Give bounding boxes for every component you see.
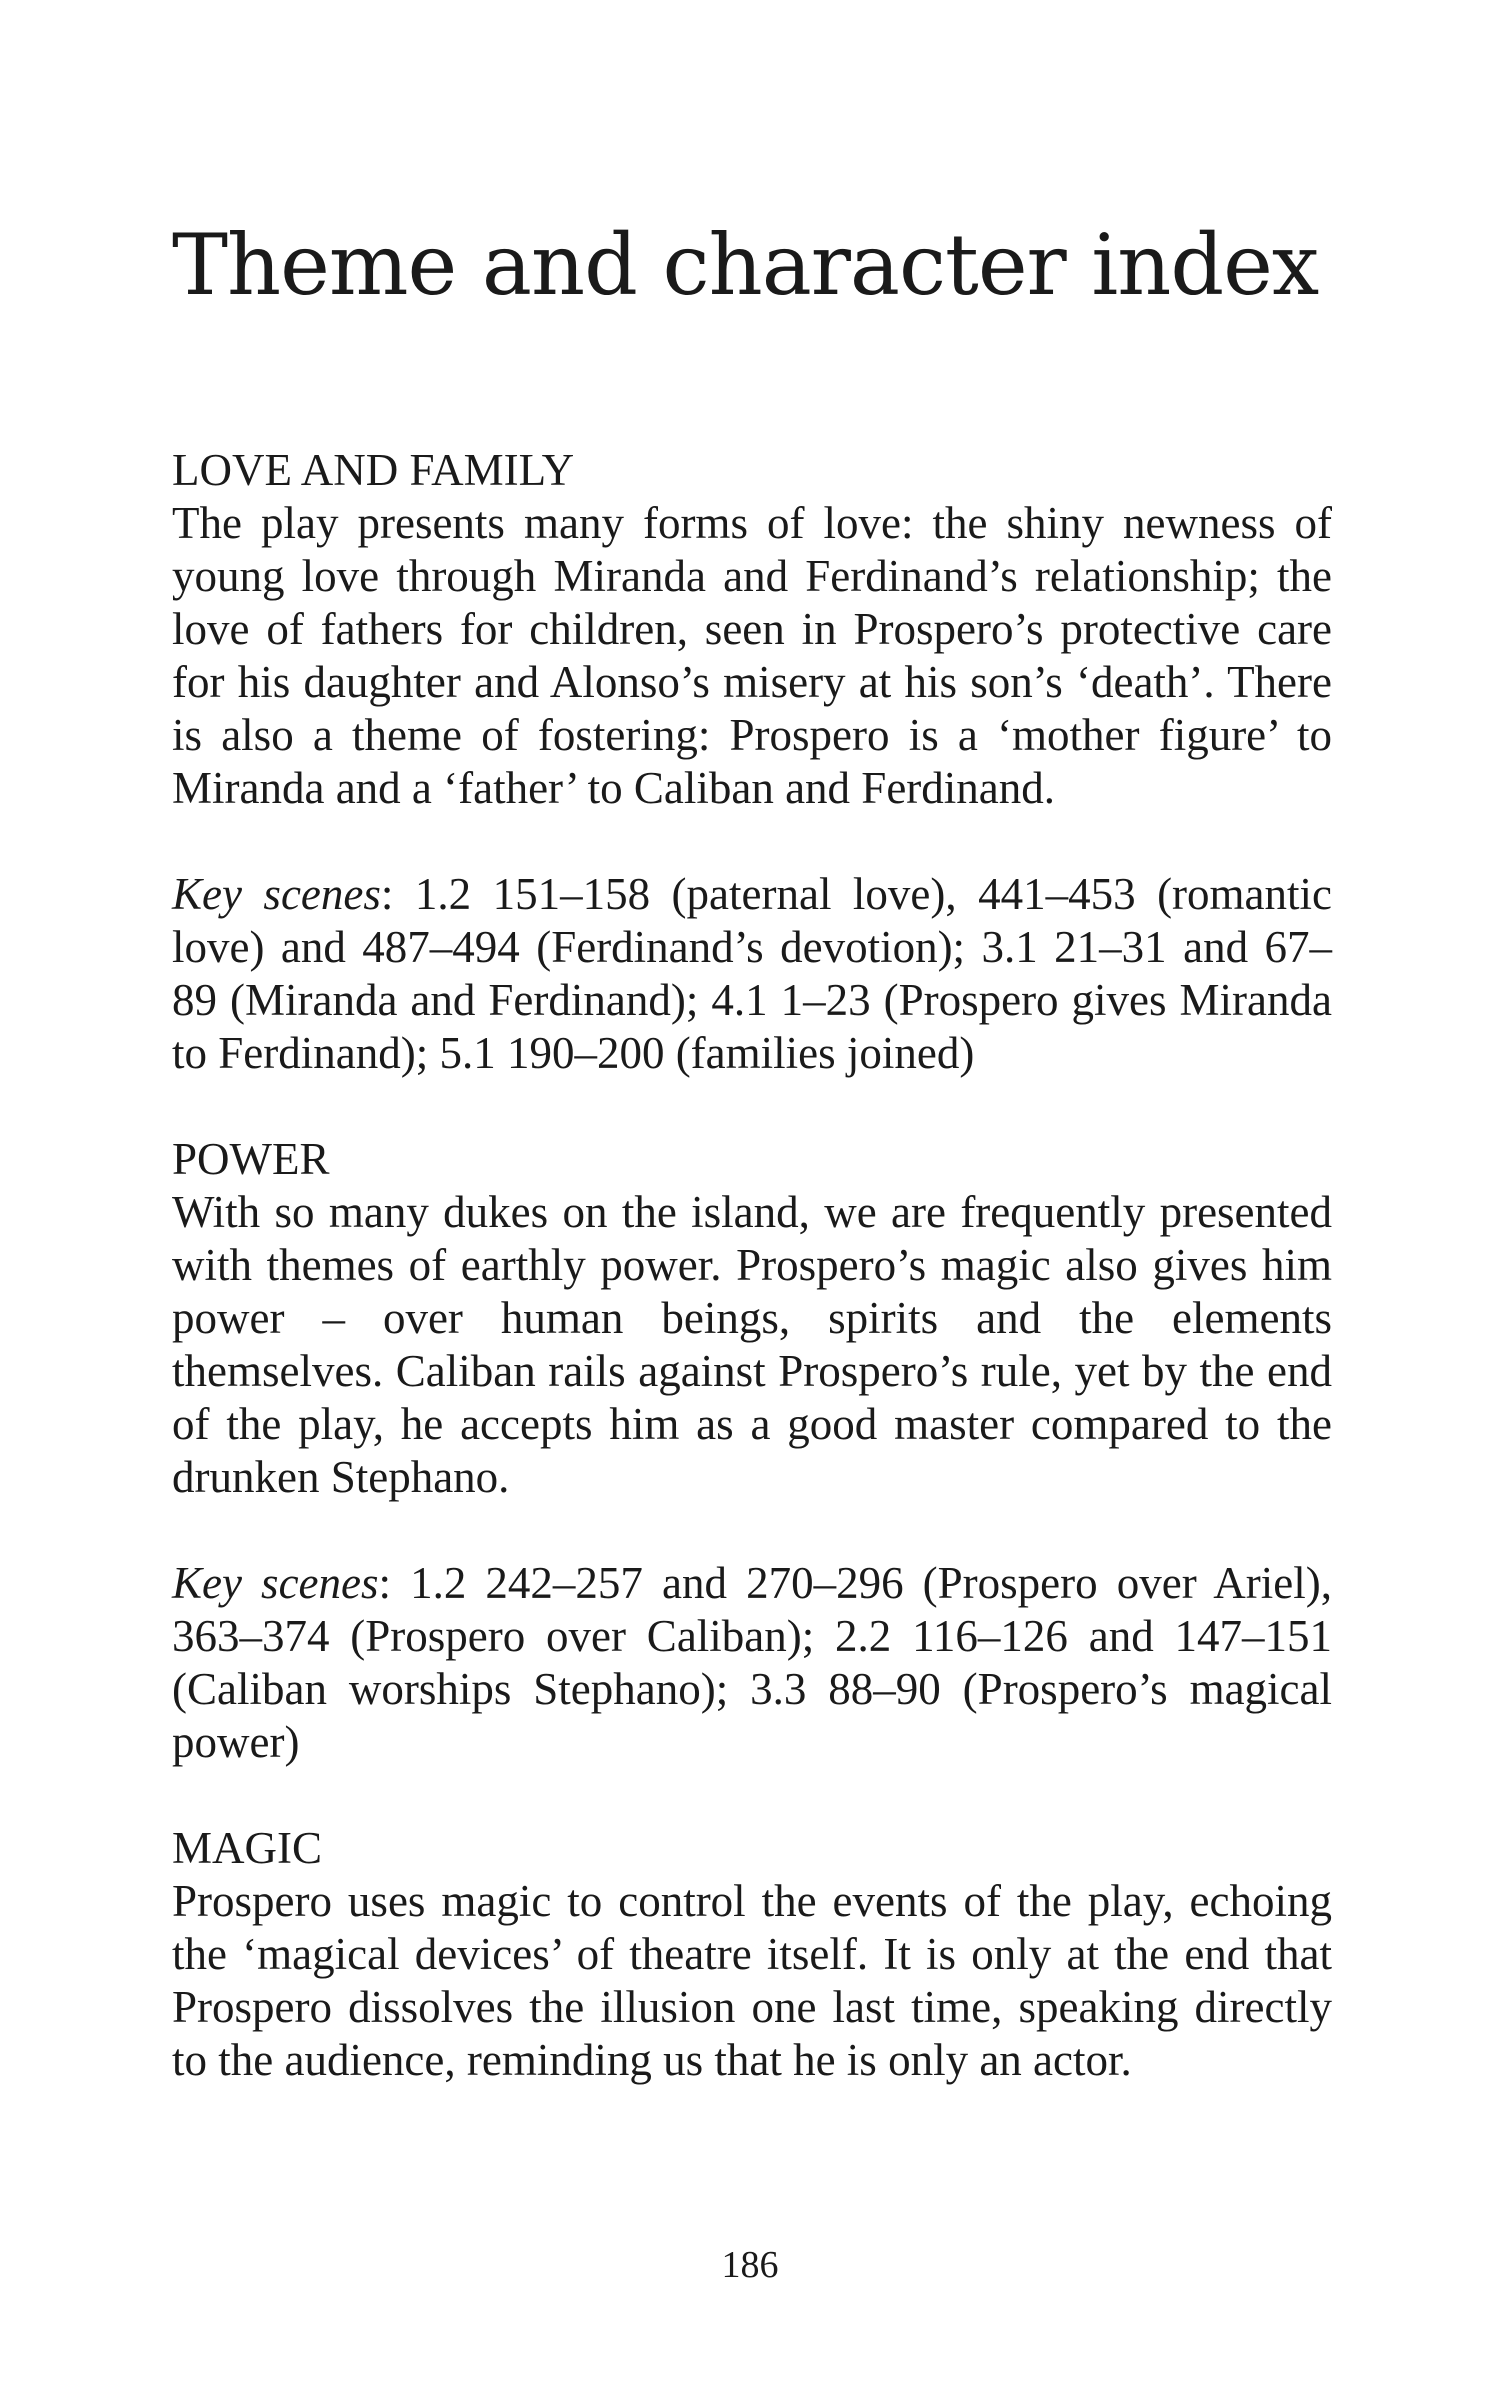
page-title: Theme and character index	[172, 216, 1319, 314]
key-scenes-label: Key scenes	[172, 1558, 379, 1608]
paragraph-gap	[172, 815, 1332, 868]
section-love-and-family	[172, 444, 1332, 1080]
section-body: The play presents many forms of love: the shiny newness of young love through Miranda and Ferdinand’s relationship; the love of fathers for children, seen in Prospero’s protective care for his daughter and Alonso’s misery at his son’s ‘death’. There is also a theme of fostering: Prospero is a ‘mother figure’ to Miranda and a ‘father’ to Caliban and Ferdinand.	[172, 498, 1332, 813]
section-gap	[172, 1080, 1332, 1133]
section-gap	[172, 1769, 1332, 1822]
key-scenes-text: : 1.2 242–257 and 270–296 (Prospero over Ariel), 363–374 (Prospero over Caliban); 2.2 116–126 and 147–151 (Caliban worships Stephano); 3.3 88–90 (Prospero’s magical power)	[172, 1558, 1332, 1767]
section-body: With so many dukes on the island, we are frequently presented with themes of earthly power. Prospero’s magic also gives him power – over human beings, spirits and the elements themselves. Caliban rails against Prospero’s rule, yet by the end of the play, he accepts him as a good master compared to the drunken Stephano.	[172, 1187, 1332, 1502]
key-scenes	[172, 1557, 1332, 1769]
section-heading: POWER	[172, 1134, 330, 1184]
section-magic	[172, 1822, 1332, 2087]
page-number: 186	[721, 2244, 779, 2286]
section-body: Prospero uses magic to control the events of the play, echoing the ‘magical devices’ of theatre itself. It is only at the end that Prospero dissolves the illusion one last time, speaking directly to the audience, reminding us that he is only an actor.	[172, 1876, 1332, 2085]
section-heading: MAGIC	[172, 1823, 323, 1873]
index-content	[172, 444, 1332, 2087]
key-scenes-text: : 1.2 151–158 (paternal love), 441–453 (romantic love) and 487–494 (Ferdinand’s devotion); 3.1 21–31 and 67–89 (Miranda and Ferdinand); 4.1 1–23 (Prospero gives Miranda to Ferdinand); 5.1 190–200 (families joined)	[172, 869, 1332, 1078]
section-heading: LOVE AND FAMILY	[172, 445, 575, 495]
section-power	[172, 1133, 1332, 1769]
paragraph-gap	[172, 1504, 1332, 1557]
key-scenes	[172, 868, 1332, 1080]
key-scenes-label: Key scenes	[172, 869, 381, 919]
